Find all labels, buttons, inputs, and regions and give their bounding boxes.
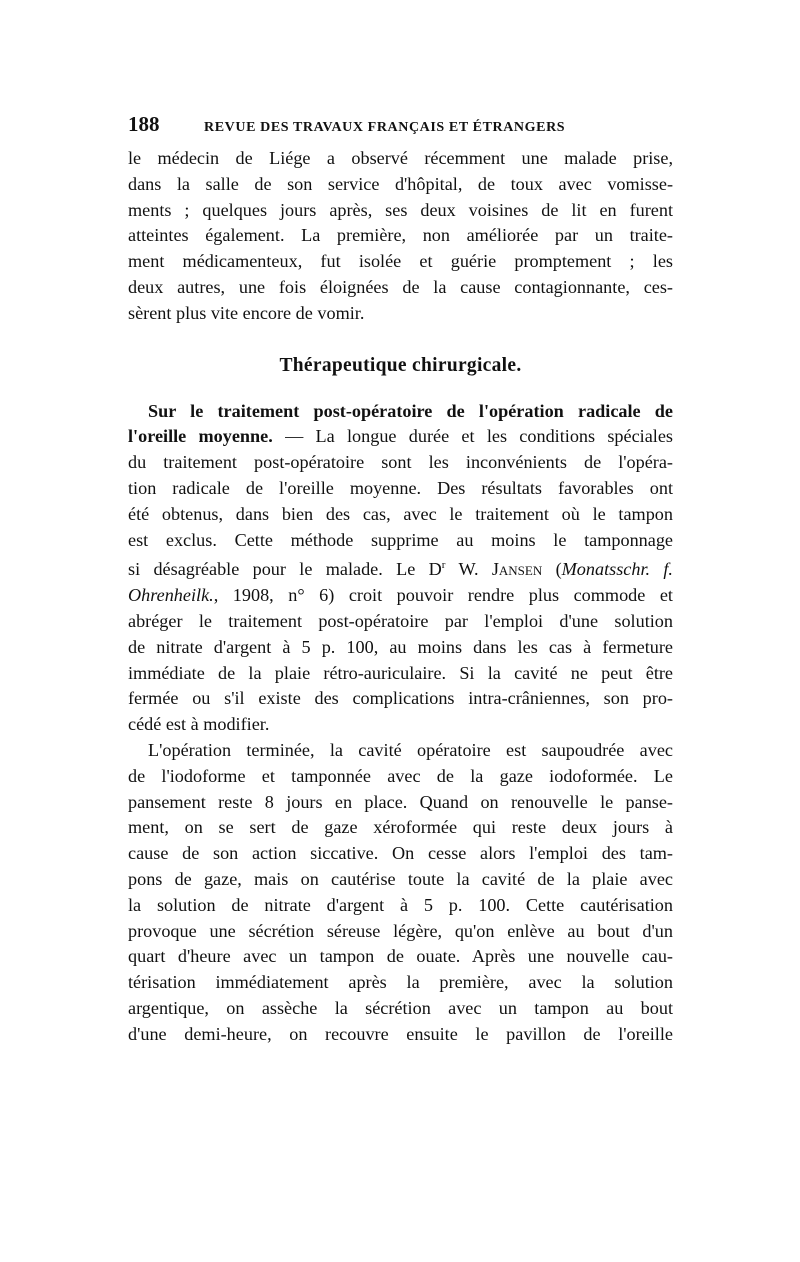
paragraph-jansen <box>128 399 673 738</box>
text-line: atteintes également. La première, non améliorée par un traite- <box>128 225 673 246</box>
text-line: ment, on se sert de gaze xéroformée qui reste deux jours à <box>128 817 673 838</box>
text-line: été obtenus, dans bien des cas, avec le traitement où le tampon <box>128 503 673 524</box>
journal-title: Monatsschr. f. <box>561 559 673 580</box>
text-line: la solution de nitrate d'argent à 5 p. 100. Cette cautérisation <box>128 894 673 915</box>
text-line: provoque une sécrétion séreuse légère, qu'on enlève au bout d'un <box>128 920 673 941</box>
text-line: de nitrate d'argent à 5 p. 100, au moins dans les cas à fermeture <box>128 636 673 657</box>
text-line: quart d'heure avec un tampon de ouate. Après une nouvelle cau- <box>128 946 673 967</box>
text-line: deux autres, une fois éloignées de la cause contagionnante, ces- <box>128 276 673 297</box>
text-fragment: — La longue durée et les conditions spéciales <box>272 426 674 447</box>
text-line <box>128 583 673 609</box>
text-line: cause de son action siccative. On cesse alors l'emploi des tam- <box>128 843 673 864</box>
text-line: sèrent plus vite encore de vomir. <box>128 302 365 323</box>
section-heading: Thérapeutique chirurgicale. <box>279 354 522 376</box>
text-line: dans la salle de son service d'hôpital, de toux avec vomisse- <box>128 173 673 194</box>
page-number: 188 <box>128 112 160 136</box>
text-line: ment médicamenteux, fut isolée et guérie promptement ; les <box>128 251 673 272</box>
text-line <box>128 424 673 450</box>
text-line: L'opération terminée, la cavité opératoire est saupoudrée avec <box>148 740 673 760</box>
article-title: Sur le traitement post-opératoire de l'opération radicale de <box>148 400 673 421</box>
text-line: pansement reste 8 jours en place. Quand on renouvelle le panse- <box>128 791 673 812</box>
text-line: tion radicale de l'oreille moyenne. Des résultats favorables ont <box>128 477 673 498</box>
running-head <box>128 112 673 146</box>
text-fragment: ( <box>542 559 562 580</box>
article-title-end: l'oreille moyenne. <box>128 426 273 447</box>
text-line: ments ; quelques jours après, ses deux voisines de lit en furent <box>128 199 673 220</box>
text-fragment: si désagréable pour le malade. Le D <box>128 559 442 580</box>
text-fragment: , 1908, n° 6) croit pouvoir rendre plus commode et <box>213 585 673 606</box>
paragraph-procedure <box>128 738 673 1048</box>
text-line: de l'iodoforme et tamponnée avec de la gaze iodoformée. Le <box>128 765 673 786</box>
text-line: abréger le traitement post-opératoire par l'emploi d'une solution <box>128 611 673 632</box>
text-line: le médecin de Liége a observé récemment une malade prise, <box>128 148 673 168</box>
page <box>128 112 673 1048</box>
text-line: térisation immédiatement après la première, avec la solution <box>128 972 673 993</box>
text-line <box>128 553 673 583</box>
article-title-line <box>128 399 673 425</box>
author-name: W. Jansen <box>445 559 543 580</box>
text-line: cédé est à modifier. <box>128 714 270 735</box>
text-line: fermée ou s'il existe des complications intra-crâniennes, son pro- <box>128 688 673 709</box>
text-line: est exclus. Cette méthode supprime au moins le tamponnage <box>128 529 673 550</box>
paragraph-contagion <box>128 146 673 327</box>
text-line: pons de gaze, mais on cautérise toute la cavité de la plaie avec <box>128 868 673 889</box>
running-title: REVUE DES TRAVAUX FRANÇAIS ET ÉTRANGERS <box>204 120 566 135</box>
text-line: argentique, on assèche la sécrétion avec un tampon au bout <box>128 997 673 1018</box>
superscript: r <box>441 559 446 572</box>
text-line: du traitement post-opératoire sont les inconvénients de l'opéra- <box>128 452 673 473</box>
text-line: immédiate de la plaie rétro-auriculaire. Si la cavité ne peut être <box>128 662 673 683</box>
journal-title-cont: Ohrenheilk. <box>128 585 214 606</box>
text-line: d'une demi-heure, on recouvre ensuite le pavillon de l'oreille <box>128 1023 673 1044</box>
